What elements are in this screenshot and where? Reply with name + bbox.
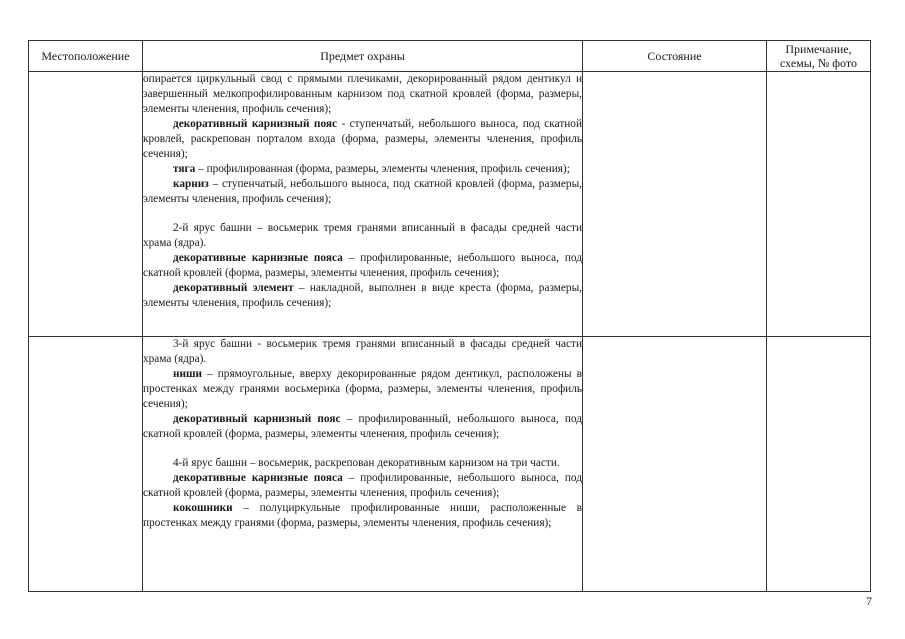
element-description: – профилированные, небольшого выноса, под скатной кровлей (форма, размеры, элементы членения, профиль сечения); [143,252,582,279]
header-condition: Состояние [583,41,767,72]
header-subject: Предмет охраны [143,41,583,72]
subject-paragraph [143,367,582,412]
header-location: Местоположение [29,41,143,72]
element-description: – профилированная (форма, размеры, элементы членения, профиль сечения); [195,163,570,175]
element-description: 4-й ярус башни – восьмерик, раскрепован декоративным карнизом на три части. [173,457,560,469]
table-row [29,72,871,337]
element-term: кокошники [173,502,233,514]
element-description: – профилированный, небольшого выноса, под скатной кровлей (форма, размеры, элементы членения, профиль сечения); [143,413,582,440]
subject-paragraph [143,337,582,367]
subject-cell [143,72,583,337]
element-description: опирается циркульный свод с прямыми плечиками, декорированный рядом дентикул и завершенный мелкопрофилированным карнизом под скатной кровлей (форма, размеры, элементы членения, профиль сечения); [143,73,582,115]
element-description: – профилированные, небольшого выноса, под скатной кровлей (форма, размеры, элементы членения, профиль сечения); [143,472,582,499]
header-note-line2: схемы, № фото [779,56,857,70]
table-header-row [29,41,871,72]
header-note-line1: Примечание, [785,42,852,56]
subject-paragraph [143,177,582,207]
element-description: – ступенчатый, небольшого выноса, под скатной кровлей (форма, размеры, элементы членения, профиль сечения); [143,178,582,205]
subject-paragraph [143,412,582,442]
condition-cell [583,337,767,592]
paragraph-gap [143,442,582,456]
location-cell [29,337,143,592]
element-term: декоративный карнизный пояс [173,413,341,425]
subject-paragraph [143,162,582,177]
subject-paragraph [143,456,582,471]
header-note [767,41,871,72]
note-cell [767,72,871,337]
element-term: декоративные карнизные пояса [173,252,343,264]
paragraph-gap [143,207,582,221]
element-term: декоративные карнизные пояса [173,472,343,484]
condition-cell [583,72,767,337]
subject-paragraph [143,501,582,531]
element-description: 3-й ярус башни - восьмерик тремя гранями вписанный в фасады средней части храма (ядра). [143,338,582,365]
element-term: декоративный карнизный пояс [173,118,338,130]
element-term: декоративный элемент [173,282,294,294]
element-term: карниз [173,178,209,190]
subject-cell [143,337,583,592]
element-term: тяга [173,163,196,175]
subject-paragraph [143,471,582,501]
element-description: – полуциркульные профилированные ниши, расположенные в простенках между гранями (форма, размеры, элементы членения, профиль сечения); [143,502,582,529]
location-cell [29,72,143,337]
subject-paragraph [143,117,582,162]
protection-subject-table [28,40,871,592]
subject-paragraph [143,251,582,281]
element-description: 2-й ярус башни – восьмерик тремя гранями вписанный в фасады средней части храма (ядра). [143,222,582,249]
note-cell [767,337,871,592]
subject-paragraph [143,281,582,311]
element-description: - ступенчатый, небольшого выноса, под скатной кровлей, раскрепован порталом входа (форма, размеры, элементы членения, профиль сечения); [143,118,582,160]
table-row [29,337,871,592]
element-term: ниши [173,368,203,380]
element-description: – прямоугольные, вверху декорированные рядом дентикул, расположены в простенках между гранями восьмерика (форма, размеры, элементы членения, профиль сечения); [143,368,582,410]
page-number: 7 [866,594,872,608]
subject-paragraph [143,221,582,251]
element-description: – накладной, выполнен в виде креста (форма, размеры, элементы членения, профиль сечения); [143,282,582,309]
subject-paragraph [143,72,582,117]
